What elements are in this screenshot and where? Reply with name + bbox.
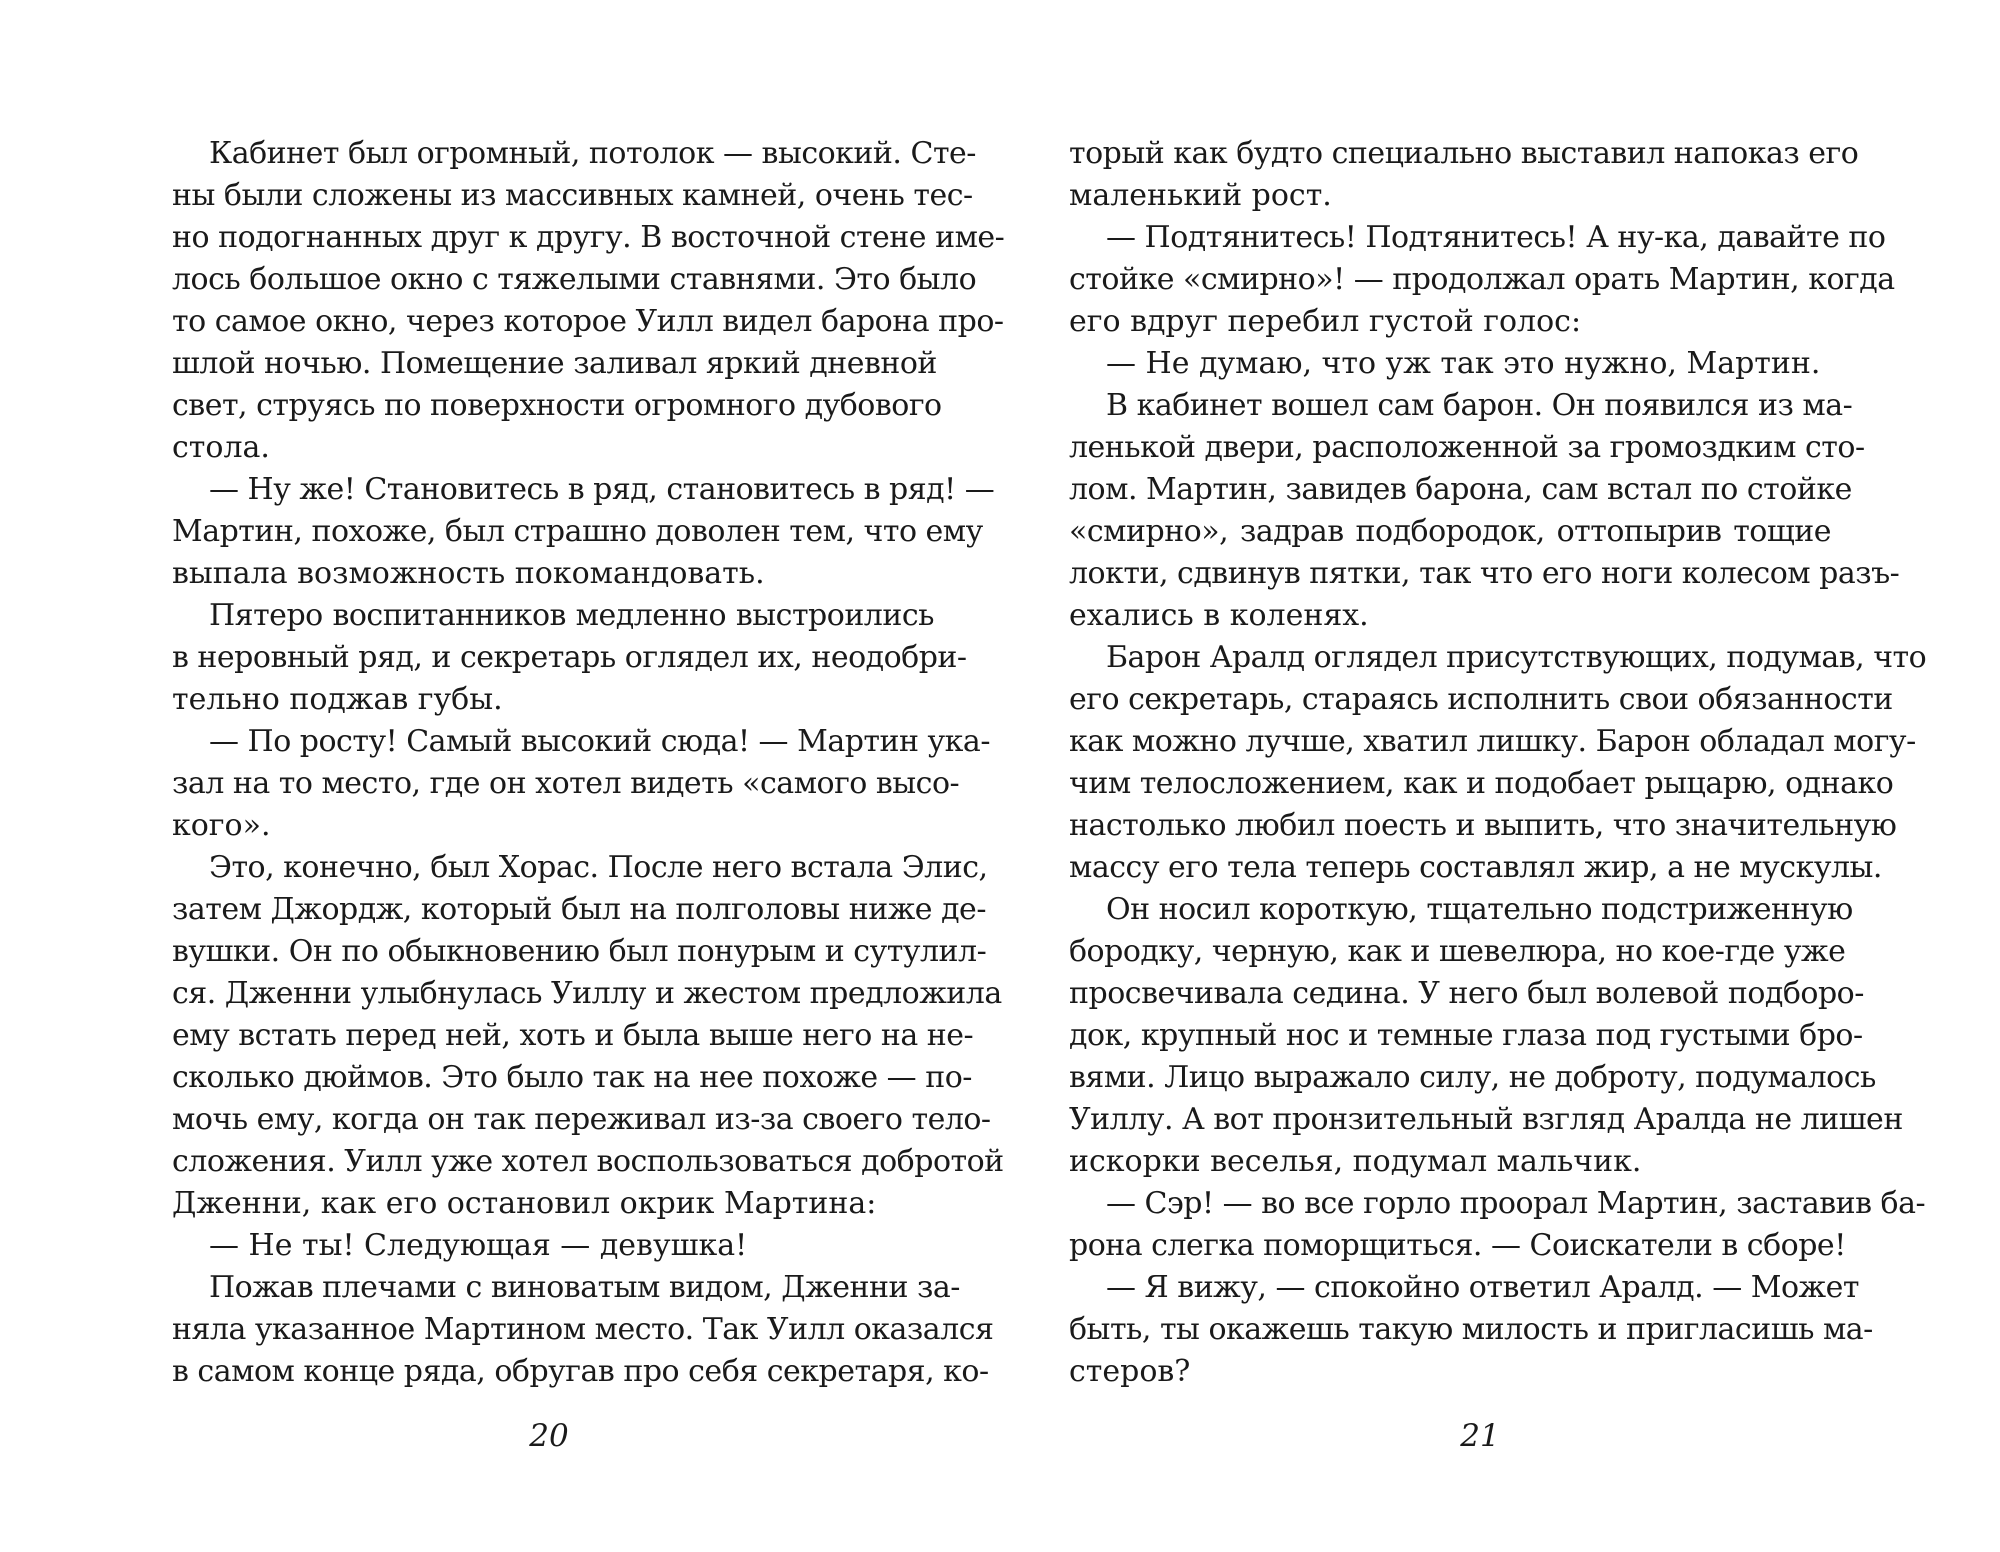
text-line: Мартин, похоже, был страшно доволен тем, что ему bbox=[172, 514, 983, 549]
text-line: вями. Лицо выражало силу, не доброту, подумалось bbox=[1069, 1060, 1876, 1095]
text-line: его секретарь, стараясь исполнить свои обязанности bbox=[1069, 682, 1893, 717]
text-line: тельно поджав губы. bbox=[172, 682, 503, 717]
text-line: лом. Мартин, завидев барона, сам встал по стойке bbox=[1069, 472, 1852, 507]
text-line: в неровный ряд, и секретарь оглядел их, неодобри- bbox=[172, 640, 967, 675]
text-line: свет, струясь по поверхности огромного дубового bbox=[172, 388, 942, 423]
text-line: торый как будто специально выставил напоказ его bbox=[1069, 136, 1859, 171]
text-line: ехались в коленях. bbox=[1069, 598, 1369, 633]
left-page-number: 20 bbox=[529, 1418, 569, 1454]
text-line: — Сэр! — во все горло проорал Мартин, заставив ба- bbox=[1106, 1186, 1926, 1221]
text-line: но подогнанных друг к другу. В восточной стене име- bbox=[172, 220, 1005, 255]
text-line: Пожав плечами с виноватым видом, Дженни за- bbox=[209, 1270, 960, 1305]
text-line: то самое окно, через которое Уилл видел барона про- bbox=[172, 304, 1004, 339]
text-line: кого». bbox=[172, 808, 271, 843]
text-line: шлой ночью. Помещение заливал яркий дневной bbox=[172, 346, 937, 381]
right-page-text bbox=[1069, 133, 1927, 1393]
text-line: «смирно», задрав подбородок, оттопырив тощие bbox=[1069, 514, 1831, 549]
left-page-text bbox=[172, 133, 1005, 1393]
text-line: — Я вижу, — спокойно ответил Аралд. — Может bbox=[1106, 1270, 1859, 1305]
text-line: — Не ты! Следующая — девушка! bbox=[209, 1228, 748, 1263]
text-line: быть, ты окажешь такую милость и пригласишь ма- bbox=[1069, 1312, 1873, 1347]
text-line: стола. bbox=[172, 430, 270, 465]
text-line: Пятеро воспитанников медленно выстроились bbox=[209, 598, 934, 633]
text-line: просвечивала седина. У него был волевой подборо- bbox=[1069, 976, 1864, 1011]
text-line: искорки веселья, подумал мальчик. bbox=[1069, 1144, 1642, 1179]
text-line: Он носил короткую, тщательно подстриженную bbox=[1106, 892, 1853, 927]
text-line: Дженни, как его остановил окрик Мартина: bbox=[172, 1186, 877, 1221]
text-line: настолько любил поесть и выпить, что значительную bbox=[1069, 808, 1897, 843]
text-line: ся. Дженни улыбнулась Уиллу и жестом предложила bbox=[172, 976, 1002, 1011]
text-line: рона слегка поморщиться. — Соискатели в сборе! bbox=[1069, 1228, 1846, 1263]
text-line: — Ну же! Становитесь в ряд, становитесь в ряд! — bbox=[209, 472, 995, 507]
text-line: сложения. Уилл уже хотел воспользоваться добротой bbox=[172, 1144, 1004, 1179]
text-line: бородку, черную, как и шевелюра, но кое-где уже bbox=[1069, 934, 1846, 969]
text-line: сколько дюймов. Это было так на нее похоже — по- bbox=[172, 1060, 972, 1095]
text-line: зал на то место, где он хотел видеть «самого высо- bbox=[172, 766, 960, 801]
text-line: затем Джордж, который был на полголовы ниже де- bbox=[172, 892, 986, 927]
text-line: Кабинет был огромный, потолок — высокий. Сте- bbox=[209, 136, 976, 171]
text-line: В кабинет вошел сам барон. Он появился из ма- bbox=[1106, 388, 1853, 423]
text-line: выпала возможность покомандовать. bbox=[172, 556, 765, 591]
text-line: ны были сложены из массивных камней, очень тес- bbox=[172, 178, 973, 213]
text-line: массу его тела теперь составлял жир, а не мускулы. bbox=[1069, 850, 1882, 885]
text-line: Барон Аралд оглядел присутствующих, подумав, что bbox=[1106, 640, 1927, 675]
text-line: няла указанное Мартином место. Так Уилл оказался bbox=[172, 1312, 994, 1347]
text-line: как можно лучше, хватил лишку. Барон обладал могу- bbox=[1069, 724, 1916, 759]
right-page bbox=[1000, 0, 2000, 1552]
text-line: маленький рост. bbox=[1069, 178, 1332, 213]
text-line: Уиллу. А вот пронзительный взгляд Аралда не лишен bbox=[1069, 1102, 1903, 1137]
text-line: — Не думаю, что уж так это нужно, Мартин. bbox=[1106, 346, 1821, 381]
text-line: стойке «смирно»! — продолжал орать Мартин, когда bbox=[1069, 262, 1895, 297]
text-line: ему встать перед ней, хоть и была выше него на не- bbox=[172, 1018, 974, 1053]
text-line: в самом конце ряда, обругав про себя секретаря, ко- bbox=[172, 1354, 989, 1389]
text-line: лось большое окно с тяжелыми ставнями. Это было bbox=[172, 262, 977, 297]
text-line: чим телосложением, как и подобает рыцарю, однако bbox=[1069, 766, 1894, 801]
text-line: ленькой двери, расположенной за громоздким сто- bbox=[1069, 430, 1865, 465]
text-line: док, крупный нос и темные глаза под густыми бро- bbox=[1069, 1018, 1863, 1053]
text-line: мочь ему, когда он так переживал из-за своего тело- bbox=[172, 1102, 991, 1137]
text-line: — По росту! Самый высокий сюда! — Мартин ука- bbox=[209, 724, 990, 759]
text-line: Это, конечно, был Хорас. После него встала Элис, bbox=[209, 850, 988, 885]
text-line: вушки. Он по обыкновению был понурым и сутулил- bbox=[172, 934, 987, 969]
text-line: — Подтянитесь! Подтянитесь! А ну-ка, давайте по bbox=[1106, 220, 1886, 255]
text-line: стеров? bbox=[1069, 1354, 1191, 1389]
right-page-number: 21 bbox=[1460, 1418, 1500, 1454]
text-line: его вдруг перебил густой голос: bbox=[1069, 304, 1582, 339]
text-line: локти, сдвинув пятки, так что его ноги колесом разъ- bbox=[1069, 556, 1900, 591]
